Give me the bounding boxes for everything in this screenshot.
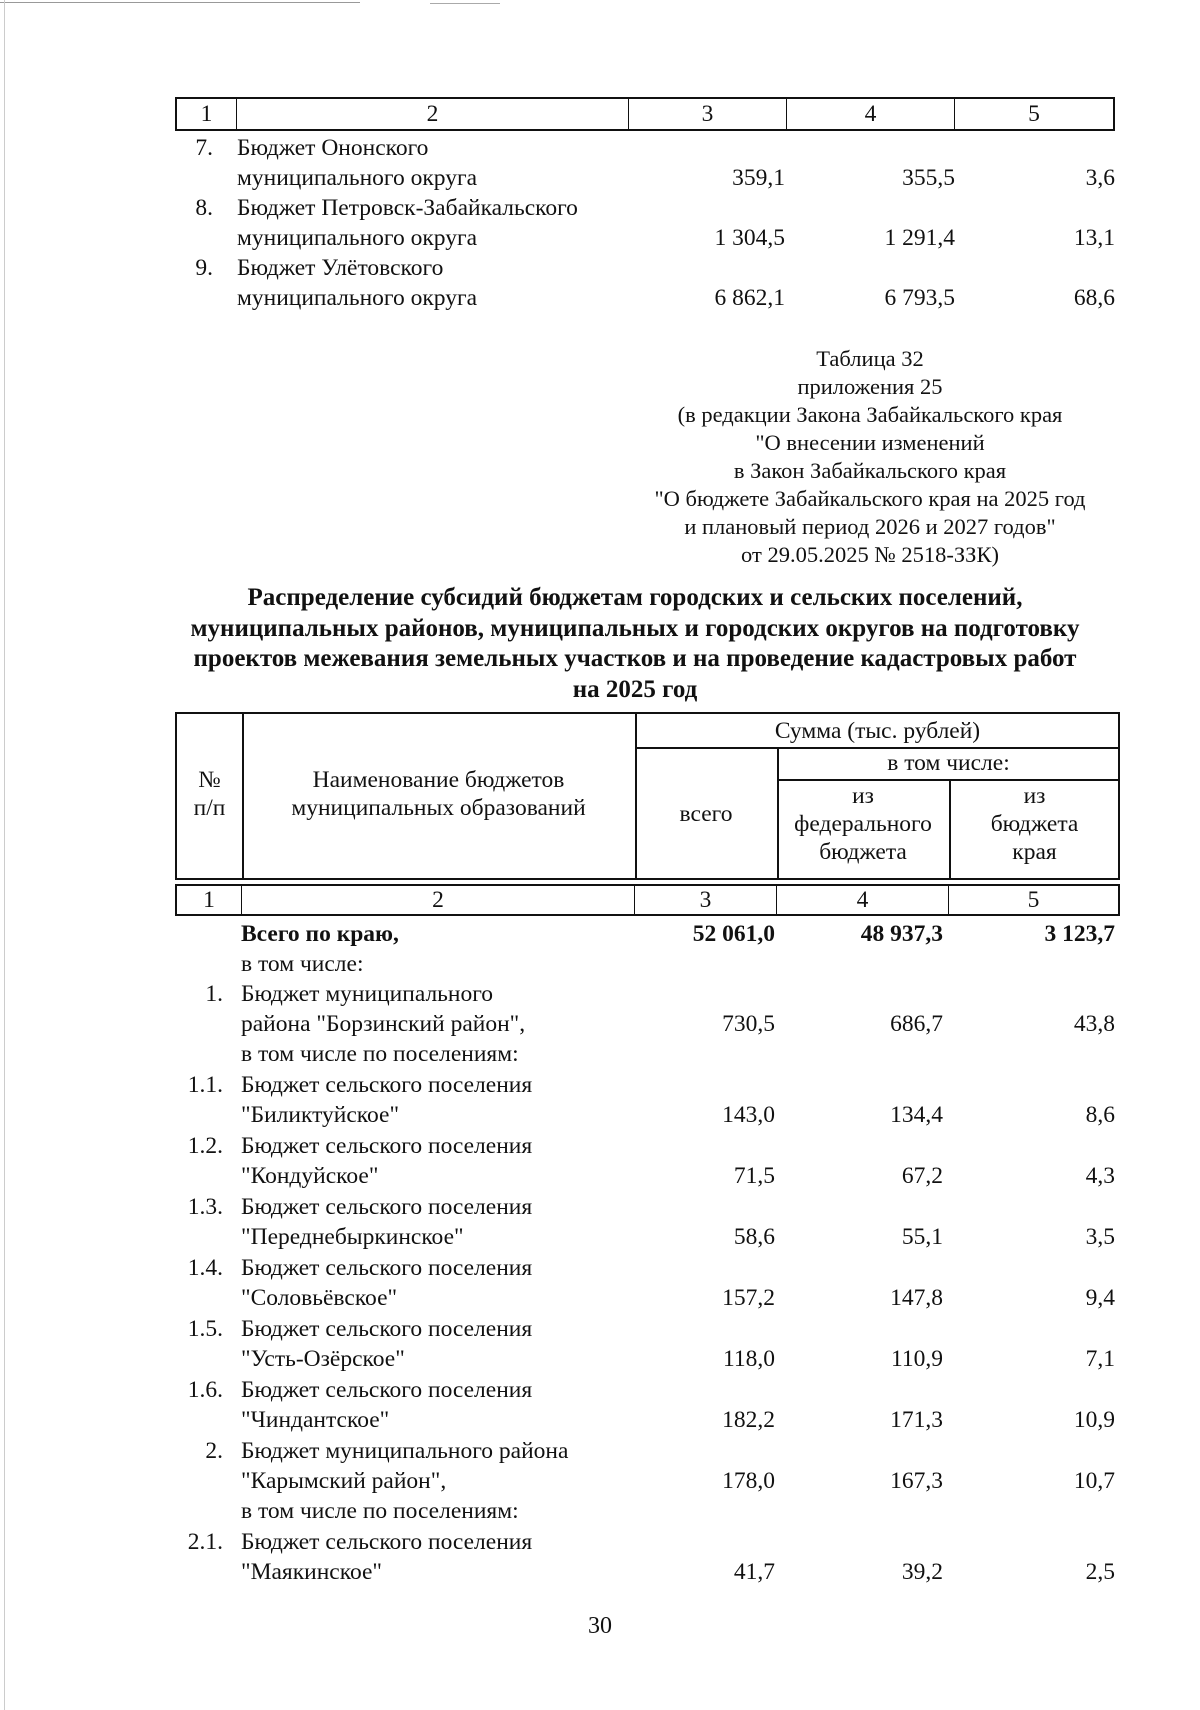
caption-line: приложения 25 xyxy=(797,374,943,399)
header-federal xyxy=(777,782,949,866)
row-total: 359,1 xyxy=(732,165,785,191)
row-total: 118,0 xyxy=(722,1346,775,1372)
caption-line: от 29.05.2025 № 2518-ЗЗК) xyxy=(741,542,999,567)
row-regional: 9,4 xyxy=(1085,1285,1115,1311)
scan-edge-left xyxy=(4,0,5,1710)
table1-col-1: 1 xyxy=(177,99,237,129)
row-name-line1: Бюджет муниципального района xyxy=(241,1438,569,1464)
row-name-line2: "Маякинское" xyxy=(241,1559,383,1585)
total-sub-label: в том числе: xyxy=(241,951,364,977)
table2-col-5: 5 xyxy=(1027,887,1040,913)
row-number: 2. xyxy=(205,1438,223,1464)
row-total: 58,6 xyxy=(733,1224,775,1250)
header-regional xyxy=(949,782,1120,866)
header-regional-line2: бюджета xyxy=(990,811,1079,837)
title-line: проектов межевания земельных участков и на проведение кадастровых работ xyxy=(193,645,1077,672)
total-label: Всего по краю, xyxy=(241,921,399,947)
row-name-line2: "Соловьёвское" xyxy=(241,1285,398,1311)
total-sum: 52 061,0 xyxy=(692,921,775,947)
table2-column-numbers xyxy=(175,884,1120,916)
row-federal: 39,2 xyxy=(901,1559,943,1585)
row-number: 9. xyxy=(195,255,213,281)
table1-col-5: 5 xyxy=(1028,101,1040,127)
row-number: 1.3. xyxy=(187,1194,223,1220)
row-name-line2: района "Борзинский район", xyxy=(241,1011,526,1037)
row-total: 730,5 xyxy=(722,1011,775,1037)
caption-line: "О бюджете Забайкальского края на 2025 год xyxy=(654,486,1086,511)
row-total: 6 862,1 xyxy=(714,285,785,311)
table1-col-3: 3 xyxy=(629,99,787,129)
row-total: 41,7 xyxy=(733,1559,775,1585)
row-number: 1. xyxy=(205,981,223,1007)
row-name-line2: "Усть-Озёрское" xyxy=(241,1346,405,1372)
row-name-line1: Бюджет сельского поселения xyxy=(241,1255,533,1281)
row-federal: 686,7 xyxy=(890,1011,943,1037)
total-federal: 48 937,3 xyxy=(860,921,943,947)
table1-column-numbers xyxy=(175,97,1115,131)
total-regional: 3 123,7 xyxy=(1044,921,1115,947)
row-name-line1: Бюджет муниципального xyxy=(241,981,494,1007)
header-sum: Сумма (тыс. рублей) xyxy=(774,718,981,744)
header-regional-line1: из xyxy=(1023,783,1046,809)
row-total: 143,0 xyxy=(722,1102,775,1128)
row-name-line1: Бюджет сельского поселения xyxy=(241,1072,533,1098)
caption-line: (в редакции Закона Забайкальского края xyxy=(677,402,1063,427)
row-name-line2: "Кондуйское" xyxy=(241,1163,379,1189)
grid-line xyxy=(777,779,1120,781)
row-total: 178,0 xyxy=(722,1468,775,1494)
header-regional-line3: края xyxy=(1012,839,1057,865)
row-number: 1.2. xyxy=(187,1133,223,1159)
row-federal: 110,9 xyxy=(890,1346,943,1372)
row-regional: 10,9 xyxy=(1073,1407,1115,1433)
row-number: 1.4. xyxy=(187,1255,223,1281)
header-federal-line2: федерального xyxy=(794,811,932,837)
row-federal: 167,3 xyxy=(890,1468,943,1494)
row-name-line2: муниципального округа xyxy=(237,225,478,251)
row-regional: 13,1 xyxy=(1073,225,1115,251)
row-total: 1 304,5 xyxy=(714,225,785,251)
row-federal: 171,3 xyxy=(890,1407,943,1433)
header-number xyxy=(177,766,242,822)
row-total: 71,5 xyxy=(733,1163,775,1189)
row-regional: 7,1 xyxy=(1085,1346,1115,1372)
header-name-line2: муниципальных образований xyxy=(291,795,586,821)
row-total: 182,2 xyxy=(722,1407,775,1433)
caption-line: в Закон Забайкальского края xyxy=(733,458,1007,483)
row-regional: 8,6 xyxy=(1085,1102,1115,1128)
row-name-line2: "Биликтуйское" xyxy=(241,1102,400,1128)
caption-line: Таблица 32 xyxy=(816,346,924,371)
table2-header xyxy=(175,712,1120,880)
table2-col-3: 3 xyxy=(635,886,777,914)
row-regional: 10,7 xyxy=(1073,1468,1115,1494)
scan-edge-top xyxy=(0,2,360,3)
caption-line: "О внесении изменений xyxy=(755,430,985,455)
table1-col-4: 4 xyxy=(787,99,955,129)
row-name-line2: муниципального округа xyxy=(237,165,478,191)
row-name-line1: Бюджет сельского поселения xyxy=(241,1377,533,1403)
row-regional: 3,5 xyxy=(1085,1224,1115,1250)
row-federal: 55,1 xyxy=(901,1224,943,1250)
row-regional: 43,8 xyxy=(1073,1011,1115,1037)
row-number: 2.1. xyxy=(187,1529,223,1555)
row-federal: 67,2 xyxy=(901,1163,943,1189)
scan-edge-top-fragment xyxy=(430,3,500,4)
row-number: 7. xyxy=(195,135,213,161)
row-number: 1.1. xyxy=(187,1072,223,1098)
title-line: Распределение субсидий бюджетам городских и сельских поселений, xyxy=(247,584,1023,611)
row-name-line2: "Карымский район", xyxy=(241,1468,447,1494)
row-name-line1: Бюджет Петровск-Забайкальского xyxy=(237,195,578,221)
row-sub-label: в том числе по поселениям: xyxy=(241,1041,519,1067)
row-name-line1: Бюджет Улётовского xyxy=(237,255,444,281)
row-name-line1: Бюджет Ононского xyxy=(237,135,429,161)
row-name-line2: муниципального округа xyxy=(237,285,478,311)
row-federal: 147,8 xyxy=(890,1285,943,1311)
row-regional: 68,6 xyxy=(1073,285,1115,311)
header-including: в том числе: xyxy=(887,750,1010,776)
title-line: на 2025 год xyxy=(572,675,698,703)
header-total: всего xyxy=(679,801,733,827)
row-sub-label: в том числе по поселениям: xyxy=(241,1498,519,1524)
row-federal: 6 793,5 xyxy=(884,285,955,311)
header-federal-line3: бюджета xyxy=(819,839,907,865)
page-number: 30 xyxy=(588,1613,612,1639)
row-federal: 355,5 xyxy=(902,165,955,191)
row-name-line2: "Переднебыркинское" xyxy=(241,1224,464,1250)
row-number: 8. xyxy=(195,195,213,221)
row-regional: 3,6 xyxy=(1085,165,1115,191)
row-federal: 1 291,4 xyxy=(884,225,955,251)
document-title xyxy=(150,583,1120,705)
header-number-line2: п/п xyxy=(193,795,226,821)
row-name-line2: "Чиндантское" xyxy=(241,1407,390,1433)
title-line: муниципальных районов, муниципальных и городских округов на подготовку xyxy=(190,614,1080,642)
table2-col-2: 2 xyxy=(242,886,635,914)
header-federal-line1: из xyxy=(852,783,874,809)
header-number-line1: № xyxy=(198,767,221,793)
row-name-line1: Бюджет сельского поселения xyxy=(241,1194,533,1220)
row-number: 1.6. xyxy=(187,1377,223,1403)
row-number: 1.5. xyxy=(187,1316,223,1342)
table1-col-2: 2 xyxy=(237,99,629,129)
row-name-line1: Бюджет сельского поселения xyxy=(241,1529,533,1555)
row-name-line1: Бюджет сельского поселения xyxy=(241,1316,533,1342)
row-regional: 2,5 xyxy=(1085,1559,1115,1585)
row-total: 157,2 xyxy=(722,1285,775,1311)
row-name-line1: Бюджет сельского поселения xyxy=(241,1133,533,1159)
table2-col-4: 4 xyxy=(777,886,949,914)
table2-col-1: 1 xyxy=(177,886,242,914)
row-federal: 134,4 xyxy=(890,1102,943,1128)
table-caption xyxy=(620,345,1120,569)
header-name xyxy=(242,766,635,822)
row-regional: 4,3 xyxy=(1085,1163,1115,1189)
caption-line: и плановый период 2026 и 2027 годов" xyxy=(684,514,1056,539)
header-name-line1: Наименование бюджетов xyxy=(312,767,565,793)
